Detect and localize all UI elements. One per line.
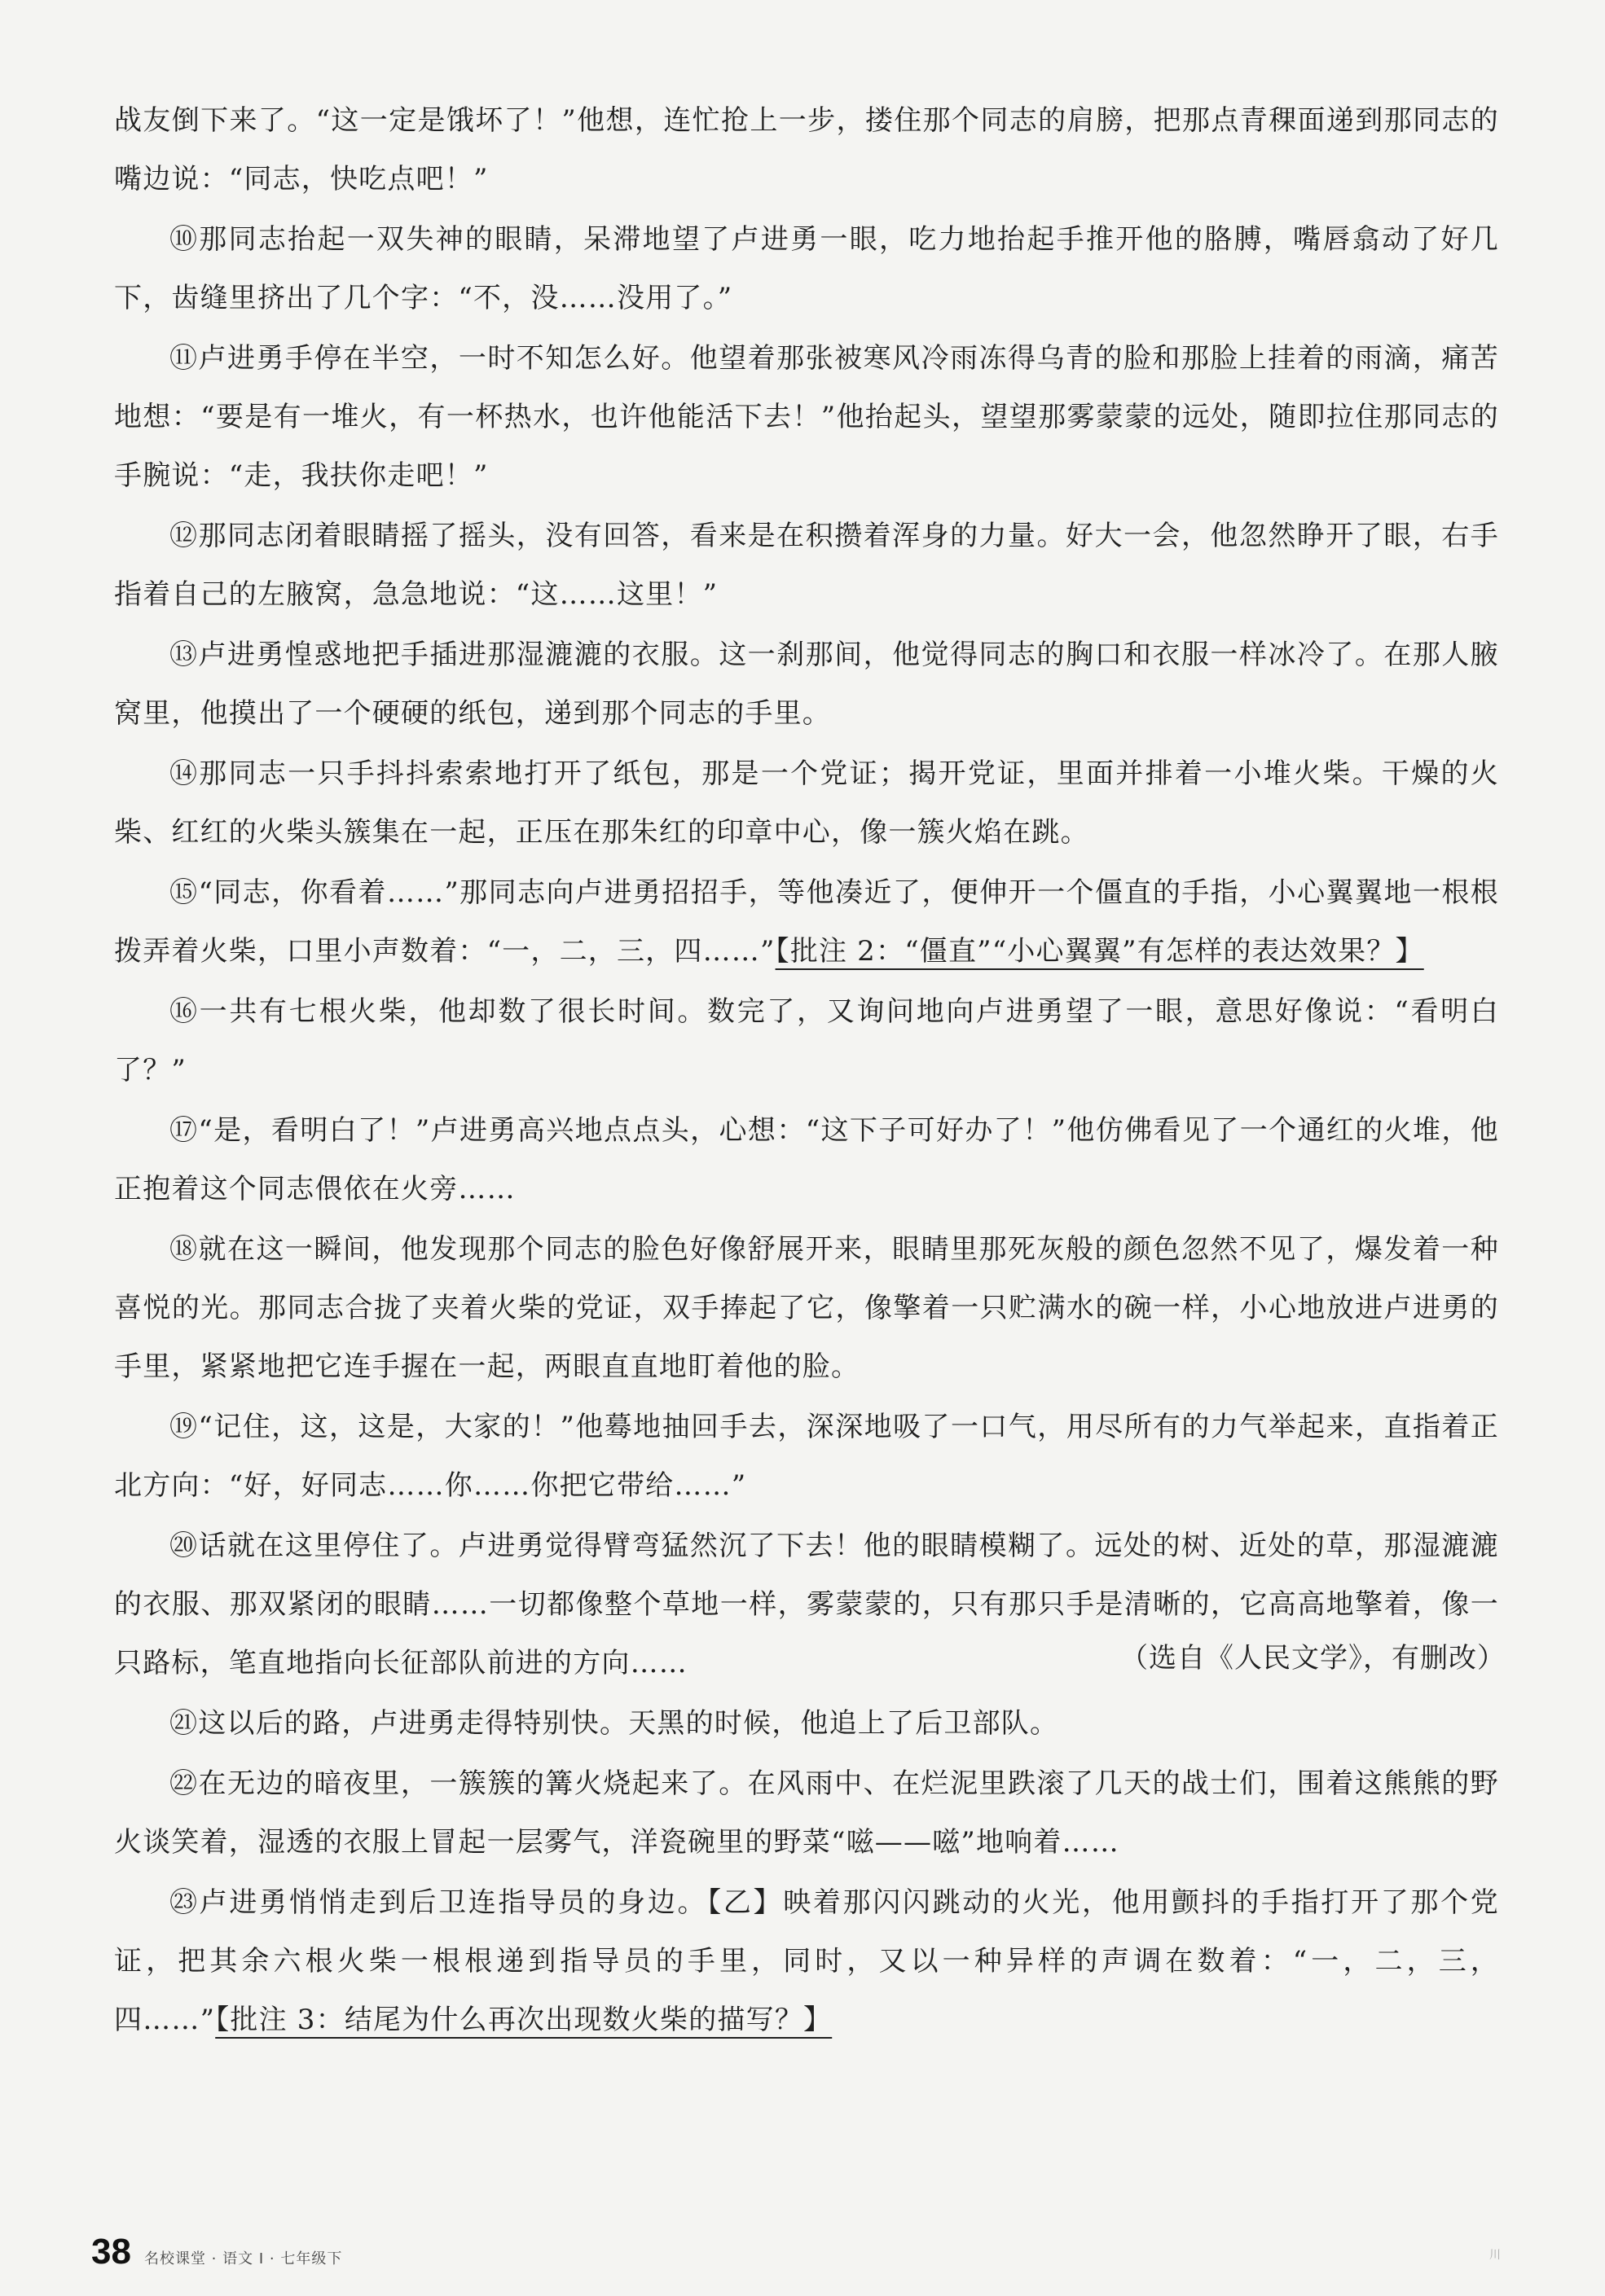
paragraph-text: ⑰“是，看明白了！”卢进勇高兴地点点头，心想：“这下子可好办了！”他仿佛看见了一个通红的火堆，他正抱着这个同志偎依在火旁…… <box>114 1114 1499 1205</box>
paragraph <box>114 744 1499 862</box>
paragraph <box>114 91 1499 209</box>
annotation-note: 【批注 3：结尾为什么再次出现数火柴的描写？】 <box>215 2004 833 2036</box>
paragraph-text: ⑱就在这一瞬间，他发现那个同志的脸色好像舒展开来，眼睛里那死灰般的颜色忽然不见了，爆发着一种喜悦的光。那同志合拢了夹着火柴的党证，双手捧起了它，像擎着一只贮满水的碗一样，小心地放进卢进勇的手里，紧紧地把它连手握在一起，两眼直直地盯着他的脸。 <box>114 1233 1499 1383</box>
paragraph-text: ㉑这以后的路，卢进勇走得特别快。天黑的时候，他追上了后卫部队。 <box>169 1707 1059 1740</box>
annotation-note: 【批注 2：“僵直”“小心翼翼”有怎样的表达效果？】 <box>775 935 1424 968</box>
paragraph-text: ⑩那同志抬起一双失神的眼睛，呆滞地望了卢进勇一眼，吃力地抬起手推开他的胳膊，嘴唇翕动了好几下，齿缝里挤出了几个字：“不，没……没用了。” <box>114 223 1499 314</box>
printer-mark: 川 <box>1489 2249 1501 2262</box>
paragraph <box>114 982 1499 1100</box>
paragraph-text: ⑬卢进勇惶惑地把手插进那湿漉漉的衣服。这一刹那间，他觉得同志的胸口和衣服一样冰冷了。在那人腋窝里，他摸出了一个硬硬的纸包，递到那个同志的手里。 <box>114 639 1499 730</box>
book-series: 名校课堂 · 语文 I · 七年级下 <box>143 2250 343 2267</box>
paragraph-text: ㉒在无边的暗夜里，一簇簇的篝火烧起来了。在风雨中、在烂泥里跌滚了几天的战士们，围着这熊熊的野火谈笑着，湿透的衣服上冒起一层雾气，洋瓷碗里的野菜“嗞——嗞”地响着…… <box>114 1767 1499 1859</box>
paragraph <box>114 1220 1499 1396</box>
paragraph-text: ⑮“同志，你看着……”那同志向卢进勇招招手，等他凑近了，便伸开一个僵直的手指，小心翼翼地一根根拨弄着火柴，口里小声数着：“一，二，三，四……” <box>114 876 1499 968</box>
paragraph <box>114 863 1499 981</box>
paragraph <box>114 210 1499 327</box>
paragraph <box>114 1754 1499 1872</box>
paragraph <box>114 507 1499 624</box>
paragraph <box>114 1101 1499 1218</box>
page-footer <box>91 2232 342 2272</box>
source-citation: （选自《人民文学》，有删改） <box>1120 1642 1506 1675</box>
paragraph-text: ㉓卢进勇悄悄走到后卫连指导员的身边。【乙】映着那闪闪跳动的火光，他用颤抖的手指打开了那个党证，把其余六根火柴一根根递到指导员的手里，同时，又以一种异样的声调在数着：“一，二，三，四……” <box>114 1886 1499 2036</box>
story-text <box>114 91 1499 2051</box>
page-number: 38 <box>91 2232 131 2272</box>
paragraph-text: ⑭那同志一只手抖抖索索地打开了纸包，那是一个党证；揭开党证，里面并排着一小堆火柴。干燥的火柴、红红的火柴头簇集在一起，正压在那朱红的印章中心，像一簇火焰在跳。 <box>114 757 1499 849</box>
paragraph <box>114 1694 1499 1753</box>
paragraph <box>114 626 1499 743</box>
paragraph <box>114 1873 1499 2049</box>
paragraph-text: ⑫那同志闭着眼睛摇了摇头，没有回答，看来是在积攒着浑身的力量。好大一会，他忽然睁开了眼，右手指着自己的左腋窝，急急地说：“这……这里！” <box>114 520 1499 611</box>
paragraph <box>114 1398 1499 1515</box>
paragraph-text: ⑯一共有七根火柴，他却数了很长时间。数完了，又询问地向卢进勇望了一眼，意思好像说：“看明白了？” <box>114 995 1499 1087</box>
paragraph-text: 战友倒下来了。“这一定是饿坏了！”他想，连忙抢上一步，搂住那个同志的肩膀，把那点青稞面递到那同志的嘴边说：“同志，快吃点吧！” <box>114 104 1499 195</box>
paragraph <box>114 329 1499 505</box>
paragraph-text: ⑳话就在这里停住了。卢进勇觉得臂弯猛然沉了下去！他的眼睛模糊了。远处的树、近处的草，那湿漉漉的衣服、那双紧闭的眼睛……一切都像整个草地一样，雾蒙蒙的，只有那只手是清晰的，它高高地擎着，像一只路标，笔直地指向长征部队前进的方向…… <box>114 1530 1499 1679</box>
paragraph-text: ⑲“记住，这，这是，大家的！”他蓦地抽回手去，深深地吸了一口气，用尽所有的力气举起来，直指着正北方向：“好，好同志……你……你把它带给……” <box>114 1411 1499 1502</box>
paragraph-text: ⑪卢进勇手停在半空，一时不知怎么好。他望着那张被寒风冷雨冻得乌青的脸和那脸上挂着的雨滴，痛苦地想：“要是有一堆火，有一杯热水，也许他能活下去！”他抬起头，望望那雾蒙蒙的远处，随即拉住那同志的手腕说：“走，我扶你走吧！” <box>114 342 1499 492</box>
